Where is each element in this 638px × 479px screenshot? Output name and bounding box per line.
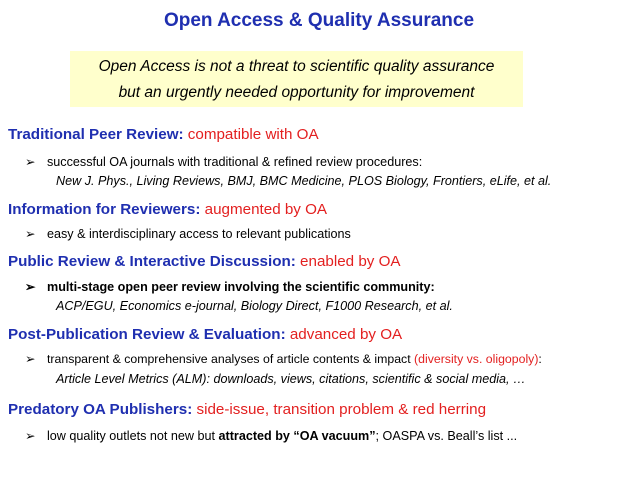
bullet-item: ➢ successful OA journals with traditional & refined review procedures: <box>25 155 423 169</box>
bullet-item: ➢ multi-stage open peer review involving the scientific community: <box>25 280 435 294</box>
bullet-subtext: New J. Phys., Living Reviews, BMJ, BMC Medicine, PLOS Biology, Frontiers, eLife, et al. <box>56 174 552 188</box>
arrow-bullet-icon: ➢ <box>25 352 36 366</box>
bullet-item: ➢ easy & interdisciplinary access to relevant publications <box>25 227 351 241</box>
key-message-callout <box>70 51 523 107</box>
callout-line-2: but an urgently needed opportunity for improvement <box>118 84 475 101</box>
arrow-bullet-icon: ➢ <box>25 227 36 241</box>
section-heading-public-review: Public Review & Interactive Discussion: enabled by OA <box>8 253 401 270</box>
bullet-subtext: Article Level Metrics (ALM): downloads, views, citations, scientific & social media, … <box>56 372 526 386</box>
section-heading-post-publication-review: Post-Publication Review & Evaluation: advanced by OA <box>8 326 403 343</box>
section-heading-information-for-reviewers: Information for Reviewers: augmented by OA <box>8 201 328 218</box>
callout-line-1: Open Access is not a threat to scientific quality assurance <box>98 58 495 75</box>
bullet-item: ➢ transparent & comprehensive analyses of article contents & impact (diversity vs. oligopoly): <box>25 352 542 366</box>
arrow-bullet-icon: ➢ <box>25 280 36 294</box>
bullet-item: ➢ low quality outlets not new but attracted by “OA vacuum”; OASPA vs. Beall’s list ... <box>25 429 518 443</box>
arrow-bullet-icon: ➢ <box>25 429 36 443</box>
arrow-bullet-icon: ➢ <box>25 155 36 169</box>
slide-title: Open Access & Quality Assurance <box>163 10 475 31</box>
section-heading-traditional-peer-review: Traditional Peer Review: compatible with OA <box>8 126 319 143</box>
bullet-subtext: ACP/EGU, Economics e-journal, Biology Direct, F1000 Research, et al. <box>56 299 453 313</box>
section-heading-predatory-oa-publishers: Predatory OA Publishers: side-issue, transition problem & red herring <box>8 401 487 418</box>
